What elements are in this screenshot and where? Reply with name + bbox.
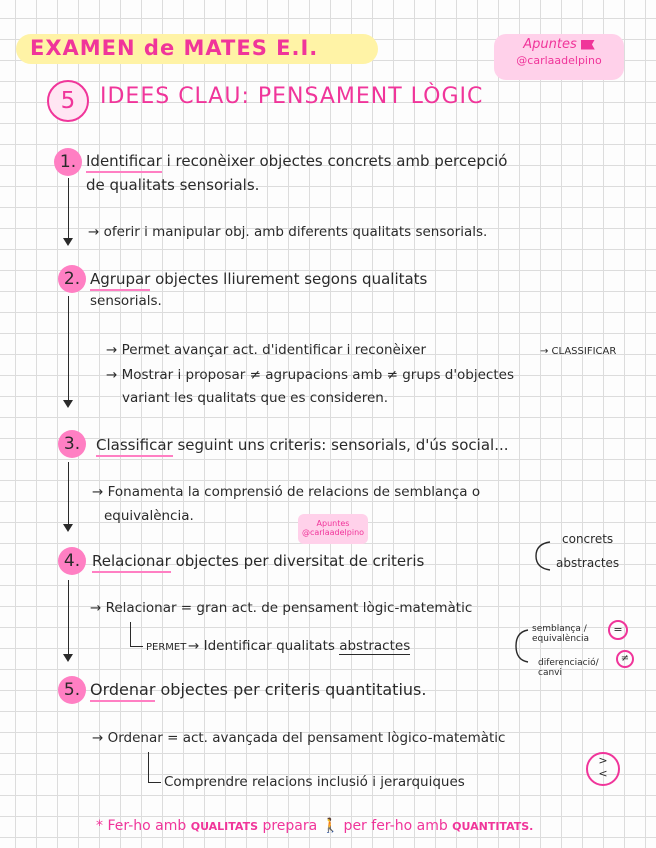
page-title: EXAMEN de MATES E.I. (30, 36, 319, 60)
section-3-note-2: equivalència. (104, 508, 194, 524)
section-4-keyword: Relacionar (92, 552, 171, 573)
section-3-note-1: → Fonamenta la comprensió de relacions de semblança o (92, 484, 481, 500)
section-4-sub-text: → Identificar qualitats abstractes (188, 638, 411, 654)
section-1-heading (86, 152, 508, 170)
footer-keyword-1: QUALITATS (190, 820, 259, 833)
section-2-note-3: variant les qualitats que es consideren. (122, 390, 389, 406)
footer-note: * Fer-ho amb QUALITATS prepara 🚶 per fer-ho amb QUANTITATS. (96, 818, 534, 834)
section-2-note-2: → Mostrar i proposar ≠ agrupacions amb ≠ grups d'objectes (106, 367, 514, 383)
section-4-line1: objectes per diversitat de criteris (170, 552, 425, 570)
order-symbols (586, 752, 620, 786)
sub-arrow-corner (148, 752, 161, 783)
section-4-sub-branch-2: diferenciació/ canvi (538, 658, 599, 678)
section-2-line1: objectes lliurement segons qualitats (150, 270, 428, 288)
section-1-keyword: Identificar (86, 152, 162, 173)
person-icon: 🚶 (321, 818, 340, 834)
watermark-handle: @carlaadelpino (301, 528, 365, 537)
section-5-keyword: Ordenar (90, 680, 155, 702)
author-badge (494, 34, 624, 80)
section-4-sub-label: PERMET (146, 642, 187, 653)
sub-branch-brace-icon (510, 626, 530, 666)
page-subtitle: IDEES CLAU: PENSAMENT LÒGIC (100, 84, 484, 109)
section-5-number: 5. (58, 676, 86, 704)
footer-keyword-2: QUANTITATS. (452, 820, 534, 833)
watermark (298, 514, 368, 544)
badge-label: Apuntes (494, 37, 624, 52)
section-4-sub-branch-1: semblança / equivalència (532, 624, 590, 644)
section-5-heading (90, 680, 426, 699)
section-4-branch-1: concrets (562, 532, 614, 546)
less-symbol: < (598, 767, 608, 780)
section-1-arrow-line (68, 178, 69, 238)
down-arrow-icon (63, 400, 73, 408)
section-1-note-1: → oferir i manipular obj. amb diferents qualitats sensorials. (88, 224, 488, 240)
down-arrow-icon (63, 238, 73, 246)
section-3-number: 3. (58, 430, 86, 458)
section-2-note-1: → Permet avançar act. d'identificar i reconèixer (106, 342, 426, 358)
section-3-line1: seguint uns criteris: sensorials, d'ús social... (172, 436, 509, 454)
section-4-arrow-line (68, 580, 69, 654)
section-2-heading (90, 270, 427, 288)
equals-symbol: = (608, 620, 628, 640)
section-2-keyword: Agrupar (90, 270, 150, 291)
badge-handle: @carlaadelpino (516, 54, 602, 67)
branch-brace-icon (528, 538, 552, 574)
greater-symbol: > (598, 754, 608, 767)
section-2-note-tag: → CLASSIFICAR (540, 346, 617, 357)
watermark-label: Apuntes (316, 519, 350, 528)
section-3-arrow-line (68, 462, 69, 524)
flag-icon (581, 40, 595, 50)
topic-number: 5 (47, 80, 89, 122)
section-3-keyword: Classificar (96, 436, 173, 457)
down-arrow-icon (63, 524, 73, 532)
section-1-number: 1. (54, 148, 82, 176)
not-equal-symbol: ≠ (616, 650, 634, 668)
section-2-line2: sensorials. (90, 293, 162, 309)
section-4-number: 4. (58, 547, 86, 575)
section-4-branch-2: abstractes (556, 556, 620, 570)
sub-arrow-corner (130, 622, 143, 647)
section-5-note-1: → Ordenar = act. avançada del pensament lògico-matemàtic (92, 730, 506, 746)
down-arrow-icon (63, 654, 73, 662)
section-5-line1: objectes per criteris quantitatius. (155, 680, 427, 699)
section-4-heading (92, 552, 424, 570)
section-4-note-1: → Relacionar = gran act. de pensament lògic-matemàtic (90, 600, 473, 616)
section-1-line2: de qualitats sensorials. (86, 176, 260, 194)
section-2-number: 2. (58, 265, 86, 293)
section-4-sub-keyword: abstractes (339, 638, 411, 654)
section-1-line1: i reconèixer objectes concrets amb percepció (161, 152, 508, 170)
section-3-heading (96, 436, 509, 454)
section-5-sub-text: Comprendre relacions inclusió i jerarquiques (164, 774, 465, 790)
section-2-arrow-line (68, 296, 69, 400)
